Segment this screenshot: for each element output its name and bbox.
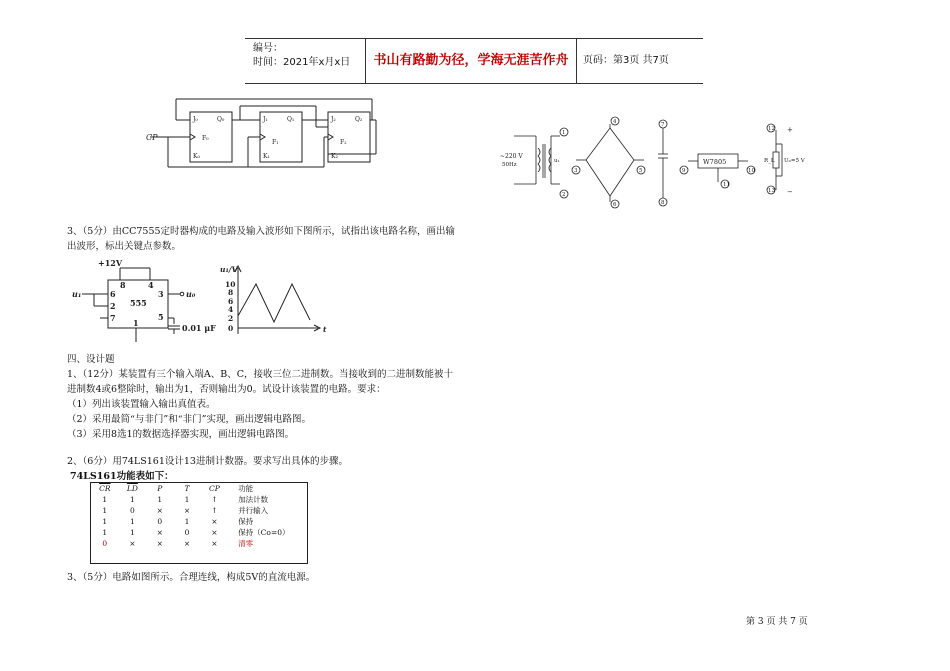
table-cell: 1 [130, 528, 135, 537]
waveform-x-label: t [323, 325, 327, 334]
table-cell: ↑ [211, 495, 218, 504]
y-tick-4: 4 [228, 305, 234, 314]
minus-label: − [787, 188, 793, 196]
question-3-text [67, 224, 455, 254]
ff1-q-label: Q₁ [287, 116, 295, 123]
table-cell-function: 加法计数 [238, 495, 269, 504]
node-7-label: 7 [661, 122, 665, 128]
node-9-label: 9 [682, 168, 686, 174]
table-cell: × [156, 506, 163, 515]
table-cell: 1 [102, 495, 108, 504]
pin-5-label: 5 [158, 312, 164, 322]
pin-3-label: 3 [158, 289, 164, 299]
cp-label: CP [146, 133, 158, 142]
table-cell: 1 [157, 495, 163, 504]
regulator-label: W7805 [703, 158, 727, 166]
table-cell-function: 并行输入 [238, 506, 269, 515]
table-cell: × [183, 539, 191, 548]
y-tick-10: 10 [225, 280, 236, 289]
node-8-label: 8 [661, 200, 665, 206]
chip-555-label: 555 [130, 298, 147, 308]
header-p: P [157, 484, 163, 493]
ff0-name-label: F₀ [202, 135, 209, 142]
node-12-label: 12 [768, 126, 775, 132]
table-row [91, 494, 301, 505]
node-1-label: 1 [562, 130, 566, 136]
header-page-code: 页码：第3页 共7页 [583, 55, 669, 66]
ff2-j-label: J₂ [331, 116, 336, 123]
table-cell: 1 [130, 495, 135, 504]
header-ld: $\overline{LD}$ [126, 484, 138, 493]
node-2-label: 2 [562, 192, 566, 198]
pin-2-label: 2 [110, 301, 116, 311]
design-question-2: 2、（6分）用74LS161设计13进制计数器。要求写出具体的步骤。 [67, 456, 348, 467]
function-table-frame [90, 482, 308, 564]
header-cp: CP [209, 484, 220, 493]
header-meta [245, 39, 365, 83]
input-waveform [220, 260, 340, 342]
design-question-1 [67, 367, 453, 442]
node-13-label: 13 [768, 188, 775, 194]
pin-1-label: 1 [133, 318, 139, 328]
table-cell: 1 [102, 528, 108, 537]
time-label: 时间：2021年x月x日 [253, 57, 351, 68]
page-header [245, 38, 703, 84]
table-cell-function: 清零 [238, 539, 254, 548]
table-cell: × [211, 517, 218, 526]
q1-line-2: 进制数4或6整除时，输出为1，否则输出为0。试设计该装置的电路。要求： [67, 384, 386, 395]
output-u0-label: u₀ [186, 289, 196, 299]
table-cell: 1 [130, 517, 135, 526]
table-cell: 0 [102, 539, 108, 548]
table-cell: 0 [157, 517, 163, 526]
vcc-label: +12V [98, 258, 123, 268]
table-cell: 1 [102, 517, 108, 526]
section-4-title: 四、设计题 [67, 354, 115, 365]
y-tick-0: 0 [228, 324, 234, 333]
table-cell: × [129, 539, 136, 548]
ff1-name-label: F₁ [272, 139, 279, 146]
ff1-k-label: K₁ [263, 153, 270, 160]
design-question-3: 3、（5分）电路如图所示。合理连线，构成5V的直流电源。 [67, 572, 316, 583]
table-row [91, 505, 301, 516]
table-cell-function: 保持 [238, 517, 254, 526]
u1-label: u₁ [554, 158, 560, 164]
header-function: 功能 [238, 484, 254, 493]
pin-7-label: 7 [110, 313, 116, 323]
header-cr: $\overline{CR}$ [99, 484, 111, 493]
table-cell: ↑ [211, 506, 218, 515]
pin-4-label: 4 [148, 280, 154, 290]
input-u1-label: u₁ [72, 289, 82, 299]
ff2-k-label: K₂ [331, 153, 338, 160]
function-table [91, 483, 301, 549]
function-table-caption: 74LS161功能表如下： [70, 471, 174, 482]
requirement-3: （3）采用8选1的数据选择器实现，画出逻辑电路图。 [67, 429, 295, 440]
node-3-label: 3 [574, 168, 578, 174]
table-header-row [91, 483, 301, 494]
requirement-2: （2）采用最简“与非门”和“非门”实现，画出逻辑电路图。 [67, 414, 311, 425]
pin-6-label: 6 [110, 289, 116, 299]
capacitor-label: 0.01 μF [182, 323, 216, 333]
table-cell: × [211, 528, 218, 537]
table-cell: 0 [130, 506, 135, 515]
node-5-label: 5 [639, 168, 643, 174]
rl-label: R_L [764, 158, 775, 164]
node-11-label: 11 [723, 182, 730, 188]
requirement-1: （1）列出该装置输入输出真值表。 [67, 399, 216, 410]
header-t: T [184, 484, 190, 493]
input-voltage-label: ~220 V [500, 153, 523, 160]
node-10-label: 10 [748, 168, 755, 174]
flipflop-circuit-diagram [140, 94, 380, 180]
ff0-q-label: Q₀ [217, 116, 225, 123]
table-row [91, 516, 301, 527]
ff2-name-label: F₂ [340, 139, 347, 146]
table-cell: × [156, 539, 163, 548]
y-tick-8: 8 [228, 288, 234, 297]
header-motto: 书山有路勤为径，学海无涯苦作舟 [365, 39, 577, 83]
ff1-j-label: J₁ [263, 116, 268, 123]
table-cell-function: 保持（Co=0） [238, 528, 290, 537]
table-cell: × [211, 539, 218, 548]
ff0-k-label: K₀ [193, 153, 200, 160]
table-row [91, 538, 301, 549]
page-footer: 第 3 页 共 7 页 [746, 617, 808, 627]
table-cell: 1 [184, 517, 190, 526]
waveform-y-label: u₁/V [220, 265, 238, 274]
pin-8-label: 8 [120, 280, 126, 290]
node-6-label: 6 [613, 202, 617, 208]
serial-label: 编号： [253, 43, 283, 54]
q1-line-1: 1、（12分）某装置有三个输入端A、B、C，接收三位二进制数。当接收到的二进制数能被十 [67, 369, 453, 380]
output-voltage-label: U₀=5 V [784, 158, 805, 164]
table-cell: × [156, 528, 163, 537]
ff2-q-label: Q₂ [355, 116, 363, 123]
y-tick-6: 6 [228, 297, 234, 306]
table-cell: 0 [184, 528, 190, 537]
timer-555-circuit [70, 258, 220, 348]
power-supply-circuit-diagram [498, 114, 805, 214]
plus-label: + [787, 126, 793, 134]
table-cell: 1 [102, 506, 108, 515]
y-tick-2: 2 [228, 314, 234, 323]
q3-line-1: 3、（5分）由CC7555定时器构成的电路及输入波形如下图所示，试指出该电路名称，画出输 [67, 226, 456, 237]
table-cell: × [183, 506, 191, 515]
input-frequency-label: 50Hz [502, 162, 517, 168]
table-row [91, 527, 301, 538]
q3-line-2: 出波形，标出关键点参数。 [67, 241, 182, 252]
ff0-j-label: J₀ [193, 116, 198, 123]
table-cell: 1 [184, 495, 190, 504]
node-4-label: 4 [613, 119, 617, 125]
